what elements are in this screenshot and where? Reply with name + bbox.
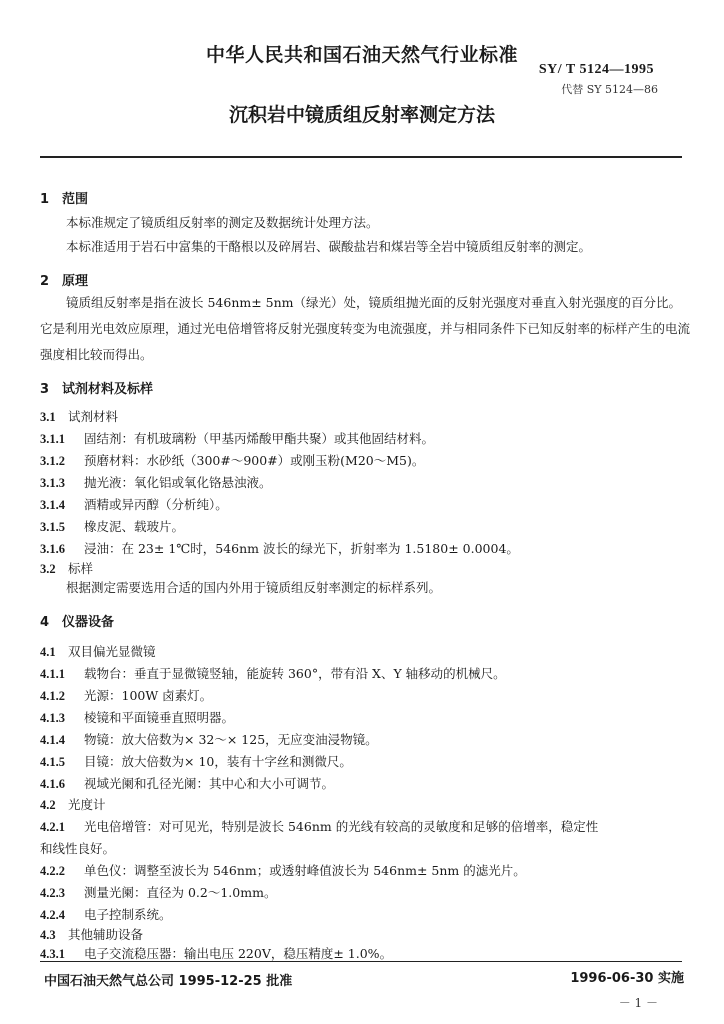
clause-3-1: 3.1 试剂材料 [40,409,119,424]
section-2-number: 2 [40,274,50,289]
clause-4-3: 4.3 其他辅助设备 [40,927,144,942]
document-title: 沉积岩中镜质组反射率测定方法 [228,104,495,126]
clause-4-1-6: 4.1.6 视域光阑和孔径光阑：其中心和大小可调节。 [40,776,335,791]
clause-4-2-3: 4.2.3 测量光阑：直径为 0.2～1.0mm。 [40,885,277,900]
section-1-heading [40,188,88,207]
clause-3-2: 3.2 标样 [40,561,94,576]
clause-4-3-1: 4.3.1 电子交流稳压器：输出电压 220V，稳压精度± 1.0%。 [40,946,393,961]
section-1-title: 范围 [62,192,89,207]
section-1-paragraph-2: 本标准适用于岩石中富集的干酪根以及碎屑岩、碳酸盐岩和煤岩等全岩中镜质组反射率的测定。 [66,239,592,254]
section-2-heading [40,270,88,289]
clause-4-1-5: 4.1.5 目镜：放大倍数为× 10，装有十字丝和测微尺。 [40,754,352,769]
section-2-title: 原理 [62,274,89,289]
clause-4-2-2: 4.2.2 单色仪：调整至波长为 546nm；或透射峰值波长为 546nm± 5nm 的滤光片。 [40,863,526,878]
section-4-title: 仪器设备 [62,615,115,630]
clause-3-1-3: 3.1.3 抛光液：氧化铝或氧化铬悬浊液。 [40,475,272,490]
clause-3-2-text: 根据测定需要选用合适的国内外用于镜质组反射率测定的标样系列。 [66,580,442,595]
standard-number: SY/ T 5124—1995 [538,62,654,77]
clause-3-1-6: 3.1.6 浸油：在 23± 1℃时，546nm 波长的绿光下，折射率为 1.5180± 0.0004。 [40,541,519,556]
section-4-number: 4 [40,615,50,630]
clause-3-1-2: 3.1.2 预磨材料：水砂纸（300#～900#）或刚玉粉(M20～M5)。 [40,453,425,468]
page-number: － 1 － [618,996,658,1010]
footer-divider [40,961,682,962]
section-3-number: 3 [40,382,50,397]
header-divider [40,156,682,158]
clause-4-1-3: 4.1.3 棱镜和平面镜垂直照明器。 [40,710,235,725]
clause-3-1-1: 3.1.1 固结剂：有机玻璃粉（甲基丙烯酸甲酯共聚）或其他固结材料。 [40,431,435,446]
clause-4-2-1: 4.2.1 光电倍增管：对可见光，特别是波长 546nm 的光线有较高的灵敏度和足够的倍增率，稳定性 [40,819,599,834]
clause-4-1-1: 4.1.1 载物台：垂直于显微镜竖轴，能旋转 360°，带有沿 X、Y 轴移动的机械尺。 [40,666,506,681]
section-3-heading [40,378,153,397]
clause-4-2: 4.2 光度计 [40,797,106,812]
clause-4-1-2: 4.1.2 光源：100W 卤素灯。 [40,688,213,703]
clause-4-2-1-continued: 和线性良好。 [40,841,116,856]
clause-3-1-5: 3.1.5 橡皮泥、载玻片。 [40,519,185,534]
section-1-paragraph-1: 本标准规定了镜质组反射率的测定及数据统计处理方法。 [66,215,379,230]
section-1-number: 1 [40,192,50,207]
implementation-date: 1996-06-30 实施 [570,971,684,986]
section-2-paragraph: 镜质组反射率是指在波长 546nm± 5nm（绿光）处，镜质组抛光面的反射光强度对垂直入射光强度的百分比。它是利用光电效应原理，通过光电倍增管将反射光强度转变为电流强度，并与相同条件下已知反射率的标样产生的电流强度相比较而得出。 [40,295,691,362]
clause-4-1: 4.1 双目偏光显微镜 [40,644,156,659]
clause-4-2-4: 4.2.4 电子控制系统。 [40,907,172,922]
issuing-standard-body: 中华人民共和国石油天然气行业标准 [205,44,518,66]
clause-3-1-4: 3.1.4 酒精或异丙醇（分析纯）。 [40,497,228,512]
clause-4-1-4: 4.1.4 物镜：放大倍数为× 32～× 125，无应变油浸物镜。 [40,732,378,747]
approval-line: 中国石油天然气总公司 1995-12-25 批准 [44,974,293,989]
section-4-heading [40,611,114,630]
section-3-title: 试剂材料及标样 [62,382,154,397]
replaces-standard: 代替 SY 5124—86 [561,83,658,96]
